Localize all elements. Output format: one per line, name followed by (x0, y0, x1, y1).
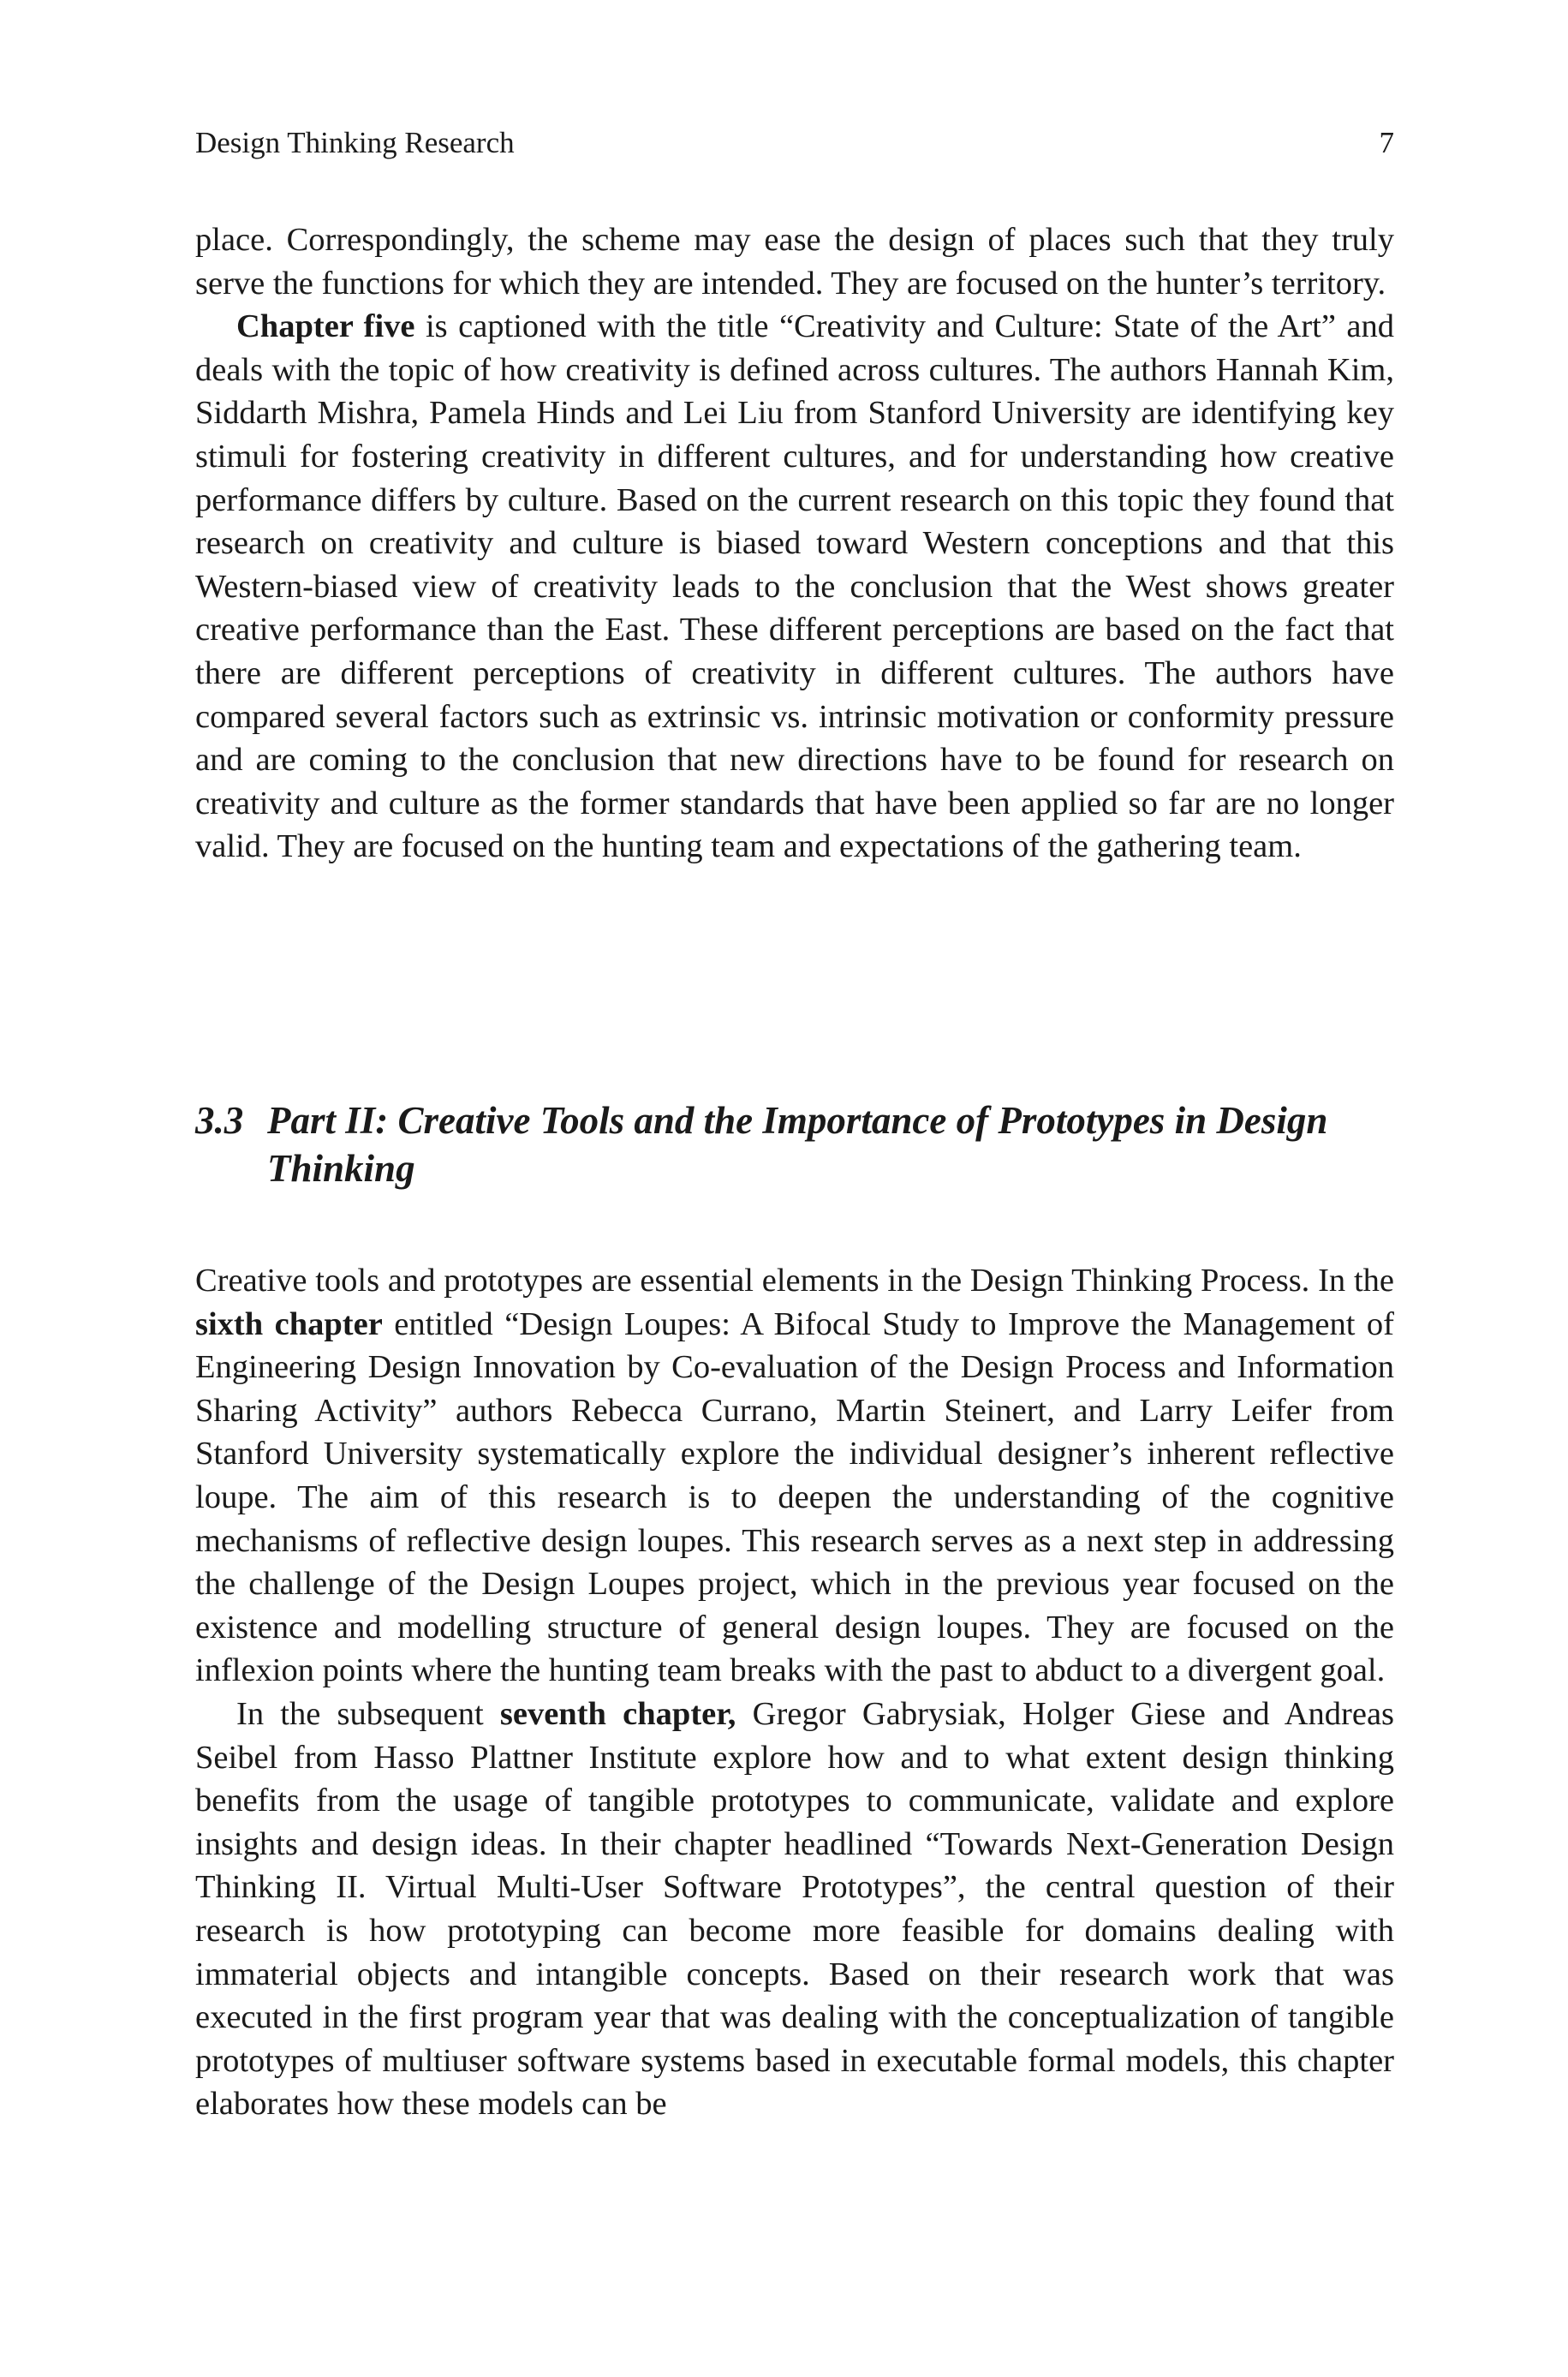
section-number: 3.3 (195, 1099, 244, 1142)
body-text-section-1 (195, 218, 1394, 869)
chapter-five-label: Chapter five (236, 308, 415, 345)
paragraph-sixth-chapter (195, 1259, 1394, 1693)
running-header-title: Design Thinking Research (195, 126, 515, 159)
paragraph-chapter-five (195, 305, 1394, 869)
paragraph-text: place. Correspondingly, the scheme may ease the design of places such that they truly serve the functions for which they are intended. They are focused on the hunter’s territory. (195, 222, 1394, 302)
paragraph-text: entitled “Design Loupes: A Bifocal Study to Improve the Management of Engineering Design Innovation by Co-evaluation of the Design Process and Information Sharing Activity” authors Rebecca Currano, Martin Steinert, and Larry Leifer from Stanford University systematically explore the individual designer’s inherent reflective loupe. The aim of this research is to deepen the understanding of the cognitive mechanisms of reflective design loupes. This research serves as a next step in addressing the challenge of the Design Loupes project, which in the previous year focused on the existence and modelling structure of general design loupes. They are focused on the inflexion points where the hunting team breaks with the past to abduct to a divergent goal. (195, 1305, 1394, 1689)
paragraph-text: Gregor Gabrysiak, Holger Giese and Andreas Seibel from Hasso Plattner Institute explore how and to what extent design thinking benefits from the usage of tangible prototypes to communicate, validate and explore insights and design ideas. In their chapter headlined “Towards Next-Generation Design Thinking II. Virtual Multi-User Software Prototypes”, the central question of their research is how prototyping can become more feasible for domains dealing with immaterial objects and intangible concepts. Based on their research work that was executed in the first program year that was dealing with the conceptualization of tangible prototypes of multiuser software systems based in executable formal models, this chapter elaborates how these models can be (195, 1695, 1395, 2123)
paragraph-text: In the subsequent (236, 1695, 500, 1732)
paragraph-seventh-chapter (195, 1693, 1394, 2126)
paragraph-text: Creative tools and prototypes are essential elements in the Design Thinking Process. In the (195, 1263, 1394, 1299)
seventh-chapter-label: seventh chapter, (499, 1695, 736, 1732)
sixth-chapter-label: sixth chapter (195, 1305, 383, 1342)
body-text-section-2 (195, 1259, 1394, 2126)
paragraph-text: is captioned with the title “Creativity and Culture: State of the Art” and deals with the topic of how creativity is defined across cultures. The authors Hannah Kim, Siddarth Mishra, Pamela Hinds and Lei Liu from Stanford University are identifying key stimuli for fostering creativity in different cultures, and for understanding how creative performance differs by culture. Based on the current research on this topic they found that research on creativity and culture is biased toward Western conceptions and that this Western-biased view of creativity leads to the conclusion that the West shows greater creative performance than the East. These different perceptions are based on the fact that there are different perceptions of creativity in different cultures. The authors have compared several factors such as extrinsic vs. intrinsic motivation or conformity pressure and are coming to the conclusion that new directions have to be found for research on creativity and culture as the former standards that have been applied so far are no longer valid. They are focused on the hunting team and expectations of the gathering team. (195, 308, 1394, 865)
page-number: 7 (1379, 126, 1394, 159)
section-title: Part II: Creative Tools and the Importance of Prototypes in Design Thinking (267, 1099, 1328, 1190)
paragraph-continuation (195, 218, 1394, 305)
